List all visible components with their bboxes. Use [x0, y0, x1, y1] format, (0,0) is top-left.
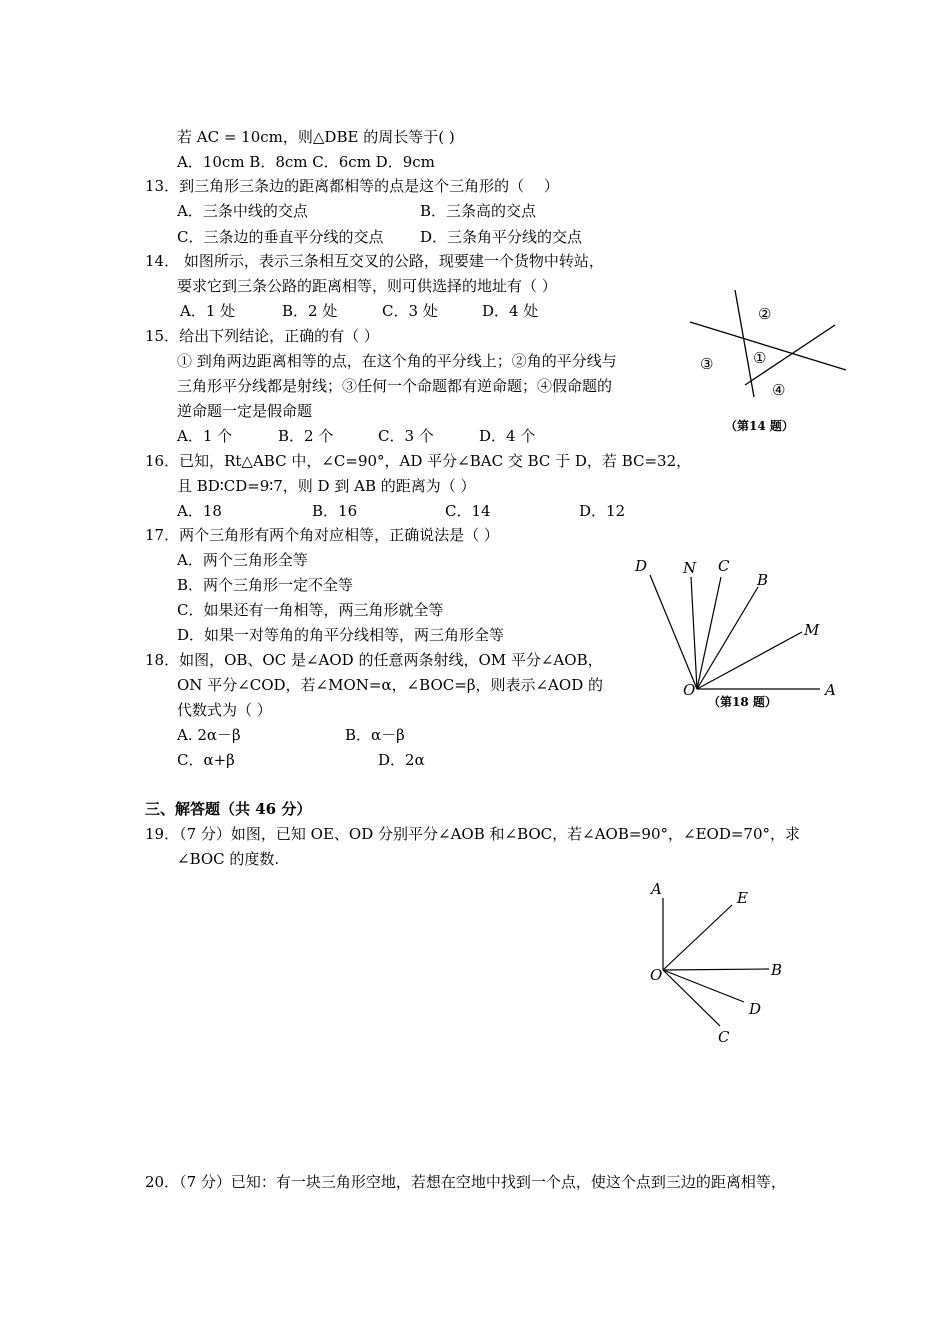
- q14-option-a: A．1 处: [180, 302, 236, 320]
- ray-od: [663, 970, 744, 1002]
- q20-stem: 20．（7 分）已知：有一块三角形空地，若想在空地中找到一个点，使这个点到三边的距离相等，: [145, 1173, 786, 1191]
- point-d-label: D: [749, 1000, 762, 1018]
- q18-option-c: C．α+β: [177, 751, 235, 769]
- figure-14: [690, 285, 850, 410]
- region-1-label: ①: [753, 349, 767, 367]
- q19-line2: ∠BOC 的度数.: [177, 850, 280, 868]
- ray-om: [697, 632, 802, 689]
- q15-option-d: D．4 个: [479, 427, 536, 445]
- q16-option-b: B．16: [312, 502, 358, 520]
- q19-stem: 19．（7 分）如图，已知 OE、OD 分别平分∠AOB 和∠BOC，若∠AOB=90°，∠EOD=70°，求: [145, 825, 801, 843]
- ray-on: [691, 577, 697, 689]
- q16-stem: 16．已知，Rt△ABC 中，∠C=90°，AD 平分∠BAC 交 BC 于 D，若 BC=32，: [145, 452, 692, 470]
- q14-stem-line2: 要求它到三条公路的距离相等，则可供选择的地址有（ ）: [177, 277, 557, 295]
- q13-option-d: D．三条角平分线的交点: [420, 228, 583, 246]
- q18-stem: 18．如图，OB、OC 是∠AOD 的任意两条射线，OM 平分∠AOB，: [145, 651, 603, 669]
- point-b-label: B: [771, 961, 783, 979]
- q17-option-d: D．如果一对等角的角平分线相等，两三角形全等: [177, 626, 505, 644]
- q13-option-a: A．三条中线的交点: [177, 202, 308, 220]
- point-a-label: A: [651, 880, 662, 898]
- region-4-label: ④: [772, 381, 786, 399]
- q13-option-c: C．三条边的垂直平分线的交点: [177, 228, 384, 246]
- q17-option-c: C．如果还有一角相等，两三角形就全等: [177, 601, 444, 619]
- point-n-label: N: [683, 559, 697, 577]
- q15-line1: ① 到角两边距离相等的点，在这个角的平分线上；②角的平分线与: [177, 352, 617, 370]
- q16-option-a: A．18: [177, 502, 222, 520]
- point-a-label: A: [825, 681, 836, 699]
- ray-oc: [663, 970, 720, 1026]
- q14-option-d: D．4 处: [482, 302, 539, 320]
- figure-14-caption: （第14 题）: [725, 419, 794, 433]
- point-o-label: O: [683, 681, 696, 699]
- region-2-label: ②: [758, 305, 772, 323]
- q15-option-a: A．1 个: [177, 427, 233, 445]
- q18-option-b: B．α－β: [345, 726, 405, 744]
- point-b-label: B: [757, 571, 769, 589]
- q18-line2: ON 平分∠COD，若∠MON=α，∠BOC=β，则表示∠AOD 的: [177, 676, 603, 694]
- ray-oc: [697, 577, 721, 689]
- q15-stem: 15．给出下列结论，正确的有（ ）: [145, 327, 379, 345]
- q17-stem: 17．两个三角形有两个角对应相等，正确说法是（ ）: [145, 526, 499, 544]
- q15-option-c: C．3 个: [378, 427, 434, 445]
- q14-option-b: B．2 处: [282, 302, 338, 320]
- q14-option-c: C．3 处: [382, 302, 438, 320]
- q17-option-b: B．两个三角形一定不全等: [177, 576, 354, 594]
- point-o-label: O: [650, 966, 663, 984]
- q15-line2: 三角形平分线都是射线；③任何一个命题都有逆命题；④假命题的: [177, 377, 613, 395]
- figure-18-caption: （第18 题）: [708, 695, 777, 709]
- q13-option-b: B．三条高的交点: [420, 202, 537, 220]
- point-e-label: E: [737, 889, 748, 907]
- q13-stem: 13．到三角形三条边的距离都相等的点是这个三角形的（ ）: [145, 177, 559, 195]
- point-c-label: C: [718, 1028, 730, 1046]
- q17-option-a: A．两个三角形全等: [177, 551, 308, 569]
- ray-ob: [697, 587, 758, 689]
- figure-18: [630, 555, 845, 700]
- point-c-label: C: [718, 557, 730, 575]
- point-d-label: D: [635, 557, 648, 575]
- ray-oe: [663, 905, 732, 970]
- q18-line3: 代数式为（ ）: [177, 701, 272, 719]
- q14-stem: 14． 如图所示，表示三条相互交叉的公路，现要建一个货物中转站，: [145, 252, 604, 270]
- q16-line2: 且 BD∶CD=9∶7，则 D 到 AB 的距离为（ ）: [177, 477, 476, 495]
- q18-option-d: D．2α: [378, 751, 425, 769]
- q15-line3: 逆命题一定是假命题: [177, 402, 313, 420]
- section-3-heading: 三、解答题（共 46 分）: [145, 800, 312, 818]
- q16-option-d: D．12: [579, 502, 626, 520]
- q12-tail-line: 若 AC = 10cm，则△DBE 的周长等于( ): [177, 128, 455, 146]
- ray-ob: [663, 969, 769, 970]
- region-3-label: ③: [700, 355, 714, 373]
- point-m-label: M: [804, 621, 820, 639]
- figure-19: [645, 878, 795, 1048]
- q12-options: A．10cm B．8cm C．6cm D．9cm: [177, 153, 435, 171]
- q16-option-c: C．14: [445, 502, 491, 520]
- q18-option-a: A. 2α－β: [177, 726, 241, 744]
- ray-od: [650, 575, 697, 689]
- q15-option-b: B．2 个: [278, 427, 334, 445]
